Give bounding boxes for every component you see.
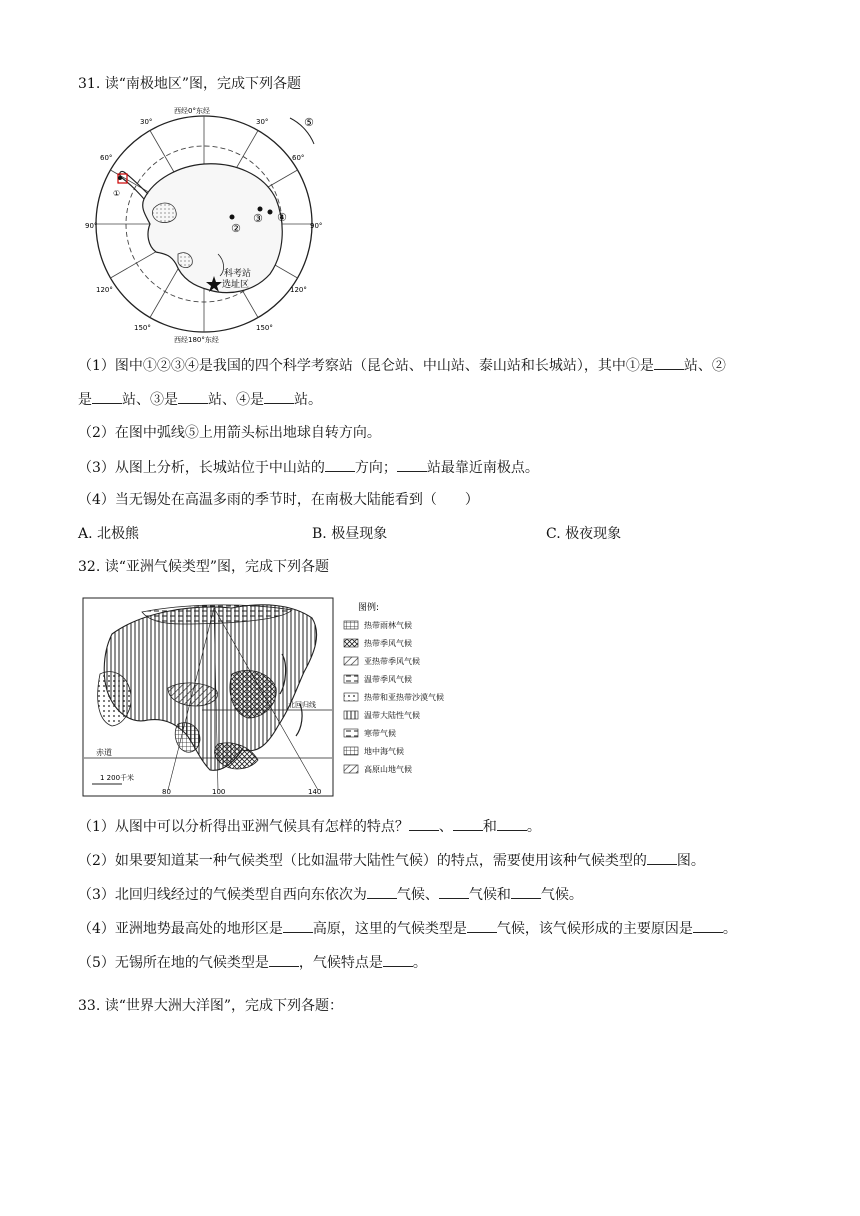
- answer-blank[interactable]: [283, 918, 313, 933]
- q31-sub1-text: 站、②: [683, 358, 726, 374]
- svg-text:高原山地气候: 高原山地气候: [364, 765, 412, 774]
- q31-sub1-text: 站、③是: [122, 392, 178, 408]
- station-label-1: 科考站: [224, 269, 252, 279]
- deg-label: 120°: [96, 286, 113, 294]
- deg-label: 30°: [140, 118, 153, 126]
- q32-sub5-text: （5）无锡所在地的气候类型是: [78, 955, 269, 971]
- q31-sub3-text: （3）从图上分析，长城站位于中山站的: [78, 460, 325, 476]
- deg-label: 30°: [256, 118, 269, 126]
- legend-item: [344, 638, 412, 648]
- answer-blank[interactable]: [647, 850, 677, 865]
- legend-item: [344, 656, 420, 666]
- q32-sub2: [78, 850, 705, 871]
- svg-text:寒带气候: 寒带气候: [364, 729, 396, 738]
- q32-sub3-text: 气候、: [396, 887, 439, 903]
- map-marker-2: ②: [231, 222, 241, 235]
- q31-sub1-line1: [78, 355, 726, 376]
- svg-text:地中海气候: 地中海气候: [364, 747, 404, 756]
- equator-label: 赤道: [96, 748, 112, 757]
- answer-blank[interactable]: [397, 457, 427, 472]
- map-marker-3: ③: [253, 212, 263, 225]
- map-marker-4: ④: [277, 211, 287, 224]
- deg-label: 90°: [85, 222, 98, 230]
- lon-label: 80: [162, 788, 171, 796]
- q32-sub4-text: 气候，该气候形成的主要原因是: [496, 921, 693, 937]
- legend-item: [344, 728, 396, 738]
- deg-label: 60°: [292, 154, 305, 162]
- scale-label: 1 200千米: [100, 774, 135, 782]
- answer-blank[interactable]: [511, 884, 541, 899]
- q31-sub1-text: 站。: [294, 392, 322, 408]
- legend-title: 图例:: [358, 603, 380, 613]
- q32-sub3: [78, 884, 583, 905]
- q32-sub1-text: 。: [526, 819, 541, 835]
- svg-text:热带季风气候: 热带季风气候: [364, 639, 412, 648]
- deg-label: 150°: [256, 324, 273, 332]
- asia-climate-map: [82, 594, 470, 802]
- q31-sub4: （4）当无锡处在高温多雨的季节时，在南极大陆能看到（ ）: [78, 492, 479, 508]
- q31-sub1-text: 是: [78, 392, 92, 408]
- answer-blank[interactable]: [439, 884, 469, 899]
- answer-blank[interactable]: [178, 389, 208, 404]
- map-marker-5: ⑤: [304, 116, 314, 129]
- deg-label: 120°: [290, 286, 307, 294]
- map-bottom-label: 西经180°东经: [174, 336, 219, 344]
- answer-blank[interactable]: [269, 952, 299, 967]
- q32-sub5-text: 。: [412, 955, 427, 971]
- lon-label: 100: [212, 788, 226, 796]
- station-label-2: 选址区: [222, 280, 250, 290]
- svg-text:热带和亚热带沙漠气候: 热带和亚热带沙漠气候: [364, 693, 444, 702]
- deg-label: 90°: [310, 222, 323, 230]
- lon-label: 140: [308, 788, 322, 796]
- answer-blank[interactable]: [453, 816, 483, 831]
- q32-sub5-text: ，气候特点是: [298, 955, 383, 971]
- option-a[interactable]: A. 北极熊: [78, 526, 140, 542]
- q32-sub3-text: 气候。: [540, 887, 583, 903]
- q32-sub4-text: （4）亚洲地势最高处的地形区是: [78, 921, 283, 937]
- q32-sub1: [78, 816, 541, 837]
- legend-item: [344, 674, 412, 684]
- q31-sub3-text: 方向；: [354, 460, 397, 476]
- answer-blank[interactable]: [325, 457, 355, 472]
- q32-sub3-text: （3）北回归线经过的气候类型自西向东依次为: [78, 887, 367, 903]
- map-top-label: 西经0°东经: [174, 107, 210, 115]
- answer-blank[interactable]: [383, 952, 413, 967]
- q32-sub3-text: 气候和: [468, 887, 511, 903]
- q32-sub2-text: （2）如果要知道某一种气候类型（比如温带大陆性气候）的特点，需要使用该种气候类型的: [78, 853, 647, 869]
- q31-sub1-text: 站、④是: [208, 392, 264, 408]
- q32-sub1-text: （1）从图中可以分析得出亚洲气候具有怎样的特点？: [78, 819, 409, 835]
- tropic-label: 北回归线: [288, 701, 316, 709]
- legend-item: [344, 746, 404, 756]
- answer-blank[interactable]: [92, 389, 122, 404]
- q32-sub4-text: 。: [722, 921, 737, 937]
- answer-blank[interactable]: [409, 816, 439, 831]
- q32-sub4: [78, 918, 737, 939]
- q32-sub2-text: 图。: [676, 853, 705, 869]
- q31-sub2: （2）在图中弧线⑤上用箭头标出地球自转方向。: [78, 425, 381, 441]
- answer-blank[interactable]: [264, 389, 294, 404]
- svg-text:温带季风气候: 温带季风气候: [364, 675, 412, 684]
- q31-sub1-line2: [78, 389, 322, 410]
- map-marker-1: ①: [113, 189, 121, 198]
- q31-title: 31. 读“南极地区”图，完成下列各题: [78, 76, 302, 92]
- answer-blank[interactable]: [367, 884, 397, 899]
- option-b[interactable]: B. 极昼现象: [312, 526, 388, 542]
- q31-sub3: [78, 457, 539, 478]
- q32-sub1-text: 、: [438, 819, 453, 835]
- q32-sub4-text: 高原，这里的气候类型是: [312, 921, 467, 937]
- svg-text:亚热带季风气候: 亚热带季风气候: [364, 657, 420, 666]
- legend-item: [344, 710, 420, 720]
- q32-title: 32. 读“亚洲气候类型”图，完成下列各题: [78, 559, 330, 575]
- q32-sub5: [78, 952, 427, 973]
- legend-item: [344, 692, 444, 702]
- q31-sub1-text: （1）图中①②③④是我国的四个科学考察站（昆仑站、中山站、泰山站和长城站），其中①是: [78, 358, 654, 374]
- option-c[interactable]: C. 极夜现象: [546, 526, 622, 542]
- q33-title: 33. 读“世界大洲大洋图”，完成下列各题：: [78, 998, 344, 1014]
- q31-sub3-text: 站最靠近南极点。: [426, 460, 539, 476]
- deg-label: 60°: [100, 154, 113, 162]
- legend-item: [344, 764, 412, 774]
- svg-text:温带大陆性气候: 温带大陆性气候: [364, 711, 420, 720]
- antarctica-map: [84, 104, 324, 344]
- answer-blank[interactable]: [497, 816, 527, 831]
- legend-item: [344, 620, 412, 630]
- deg-label: 150°: [134, 324, 151, 332]
- q32-sub1-text: 和: [482, 819, 497, 835]
- answer-blank[interactable]: [467, 918, 497, 933]
- svg-text:热带雨林气候: 热带雨林气候: [364, 621, 412, 630]
- answer-blank[interactable]: [654, 355, 684, 370]
- answer-blank[interactable]: [693, 918, 723, 933]
